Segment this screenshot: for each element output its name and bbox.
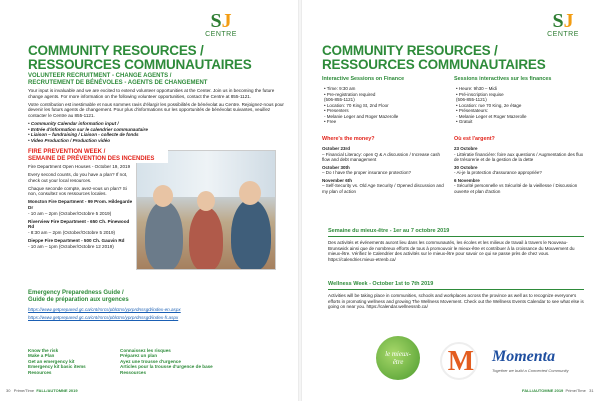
- session-item: October 23rd – Financial Literacy: open Q & A discussion / Increase cash flow and debt management: [322, 146, 441, 162]
- sj-centre-logo: [546, 10, 580, 40]
- logo-mark: SJ: [552, 10, 574, 32]
- emergency-heading: Emergency Preparedness Guide / Guide de préparation aux urgences: [28, 290, 129, 303]
- session-item: November 6th – Self-Security vs. Old Age Security / Opened discussion and my plan of action: [322, 177, 444, 194]
- finance-details-fr: • Heure: 9h30 – Midi • Pré-inscription requise (506-855-1121) • Location: rue 70 King, 2e étage • Présentateurs: - Melanie Leger et Roger Mazerolle • Gratuit: [456, 86, 527, 124]
- sessions-en: [322, 146, 444, 194]
- issue-label: FALL/AUTOMNE 2019: [522, 388, 564, 393]
- wellness-week-heading-en: Wellness Week - October 1st to 7th 2019: [328, 281, 434, 287]
- wellness-week-heading-fr: Semaine du mieux-être - 1er au 7 octobre 2019: [328, 228, 450, 234]
- logo-mark: SJ: [210, 10, 232, 32]
- wellness-m-logo: M: [440, 342, 478, 380]
- list-item: • Video Production / Production vidéo: [28, 138, 290, 144]
- readiness-fr: Connaissez les risques Préparez un plan Ayez une trousse d'urgence Articles pour la trousse d'urgence de base Ressources: [120, 348, 213, 375]
- page-title-right: COMMUNITY RESOURCES / RESSOURCES COMMUNAUTAIRES: [322, 43, 546, 72]
- session-item: October 30th – Do I have the proper insurance protection?: [322, 164, 412, 175]
- sessions-fr: [454, 146, 588, 194]
- fire-heading: FIRE PREVENTION WEEK / SEMAINE DE PRÉVENTION DES INCENDIES: [28, 149, 168, 163]
- emergency-link-en[interactable]: https://www.getprepared.gc.ca/cnt/rsrcs/pblctns/yprprdnssgd/index-en.aspx: [28, 307, 181, 312]
- fire-location-3: Dieppe Fire Department - 500 Ch. Gauvin Rd - 10 am – 1pm (October/Octobre 12 2019): [28, 238, 125, 249]
- volunteer-heading: VOLUNTEER RECRUITMENT - CHANGE AGENTS / RECRUTEMENT DE BÉNÉVOLES - AGENTS DE CHANGEMENT: [28, 73, 208, 86]
- page-number: 31: [589, 388, 594, 393]
- list-item: • Community Calendar information input /: [28, 121, 290, 127]
- left-page: [0, 0, 298, 401]
- volunteer-paragraph-en: Your input is invaluable and we are excited to extend volunteer opportunities at the Center. Join us in becoming the future change agents. For more information on the following volunteer opportunities, contact the Centre at 855-1121.: [28, 88, 275, 99]
- publication-name: Prime/Time: [13, 388, 35, 393]
- finance-heading-en: Interactive Sessions on Finance: [322, 76, 405, 82]
- seniors-photo: [136, 150, 276, 270]
- readiness-en: Know the risk Make a Plan Get an emergency kit Emergency kit basic items Resources: [28, 348, 86, 375]
- logo-subtitle: CENTRE: [205, 31, 237, 38]
- fire-location-2: Riverview Fire Department - 650 Ch. Pinewood Rd - 8:30 am – 2pm (October/Octobre 5 2019): [28, 218, 130, 235]
- fire-text-fr: Chaque seconde compte, avez-vous un plan? Si non, consultez vos ressources locales.: [28, 185, 127, 197]
- session-item: 23 Octobre - Littératie financière: foire aux questions / Augmentation des flux de trésorerie et de la gestion de la dette: [454, 146, 584, 162]
- divider: [328, 236, 584, 237]
- momenta-logo: Momenta Together we build a Connected Community: [492, 348, 569, 373]
- session-item: 6 Novembre - Sécurité personnelle vs Sécurité de la vieillesse / Discussion ouverte et plan d'action: [454, 177, 578, 194]
- page-number: 30: [6, 388, 11, 393]
- wellness-week-body-fr: Des activités et événements auront lieu dans les communautés, les écoles et les milieux de travail à travers le Nouveau-Brunswick ainsi que de nombreux efforts de tous à promouvoir le mieux-être et contribuer à la croissance du Mouvement du mieux-être. Vérifiez le Calendrier des activités sur le mieux-être pour savoir ce qui se passe près de chez vous. https://calendrier.mieux-etrenb.ca/: [328, 240, 575, 262]
- issue-label: FALL/AUTOMNE 2019: [36, 388, 78, 393]
- volunteer-paragraph-fr: Votre contribution est inestimable et nous sommes ravis d'élargir les possibilités de bénévolat au Centre. Rejoignez-nous pour devenir les futurs agents de changement. Pour plus d'informations sur les opportunités de bénévolat suivantes, veuillez contacter le Centre au 855-1121.: [28, 101, 284, 118]
- footer-left: [6, 388, 78, 393]
- money-heading-fr: Où est l'argent?: [454, 136, 495, 142]
- footer-right: [522, 388, 594, 393]
- money-heading-en: Where's the money?: [322, 136, 375, 142]
- list-item: • Entrée d'information sur le calendrier communautaire: [28, 127, 290, 133]
- volunteer-list: [28, 121, 290, 143]
- fire-open-houses: Fire Department Open Houses - October 19, 2019: [28, 164, 131, 169]
- fire-location-1: Moncton Fire Department - 99 Prom. Hildegarde Dr - 10 am – 2pm (October/Octobre 5 2019): [28, 199, 133, 216]
- sj-centre-logo: [204, 10, 238, 40]
- emergency-link-fr[interactable]: https://www.getprepared.gc.ca/cnt/rsrcs/pblctns/yprprdnssgd/index-fr.aspx: [28, 315, 179, 320]
- wellness-week-body-en: Activities will be taking place in communities, schools and workplaces across the province as well as to recognize everyone's efforts in promoting wellness and growing The Wellness Movement. Check out the Wellness Events Calendar to see what else is going on near you. https://calendar.wellnessnb.ca/: [328, 293, 584, 309]
- finance-heading-fr: Sessions interactives sur les finances: [454, 76, 552, 82]
- volunteer-body: [28, 88, 290, 143]
- page-title-left: COMMUNITY RESOURCES / RESSOURCES COMMUNAUTAIRES: [28, 43, 252, 72]
- logo-subtitle: CENTRE: [547, 31, 579, 38]
- fire-body: [28, 164, 133, 252]
- finance-details-en: • Time: 9:30 am • Pre-registration required (506-855-1121) • Location: 70 King St, 2nd Floor • Presenters - Melanie Leger and Roger Mazerolle • Free: [324, 86, 399, 124]
- fire-text-en: Every second counts, do you have a plan? If not, check out your local resources.: [28, 172, 128, 183]
- divider: [328, 289, 584, 290]
- mieux-etre-badge: le mieux-être: [376, 336, 420, 380]
- list-item: • Liaison – fundraising / Liaison - collecte de fonds: [28, 132, 290, 138]
- publication-name: Prime/Time: [565, 388, 586, 393]
- session-item: 30 Octobre - Ai-je la protection d'assurance appropriée?: [454, 164, 542, 175]
- right-page: [302, 0, 600, 401]
